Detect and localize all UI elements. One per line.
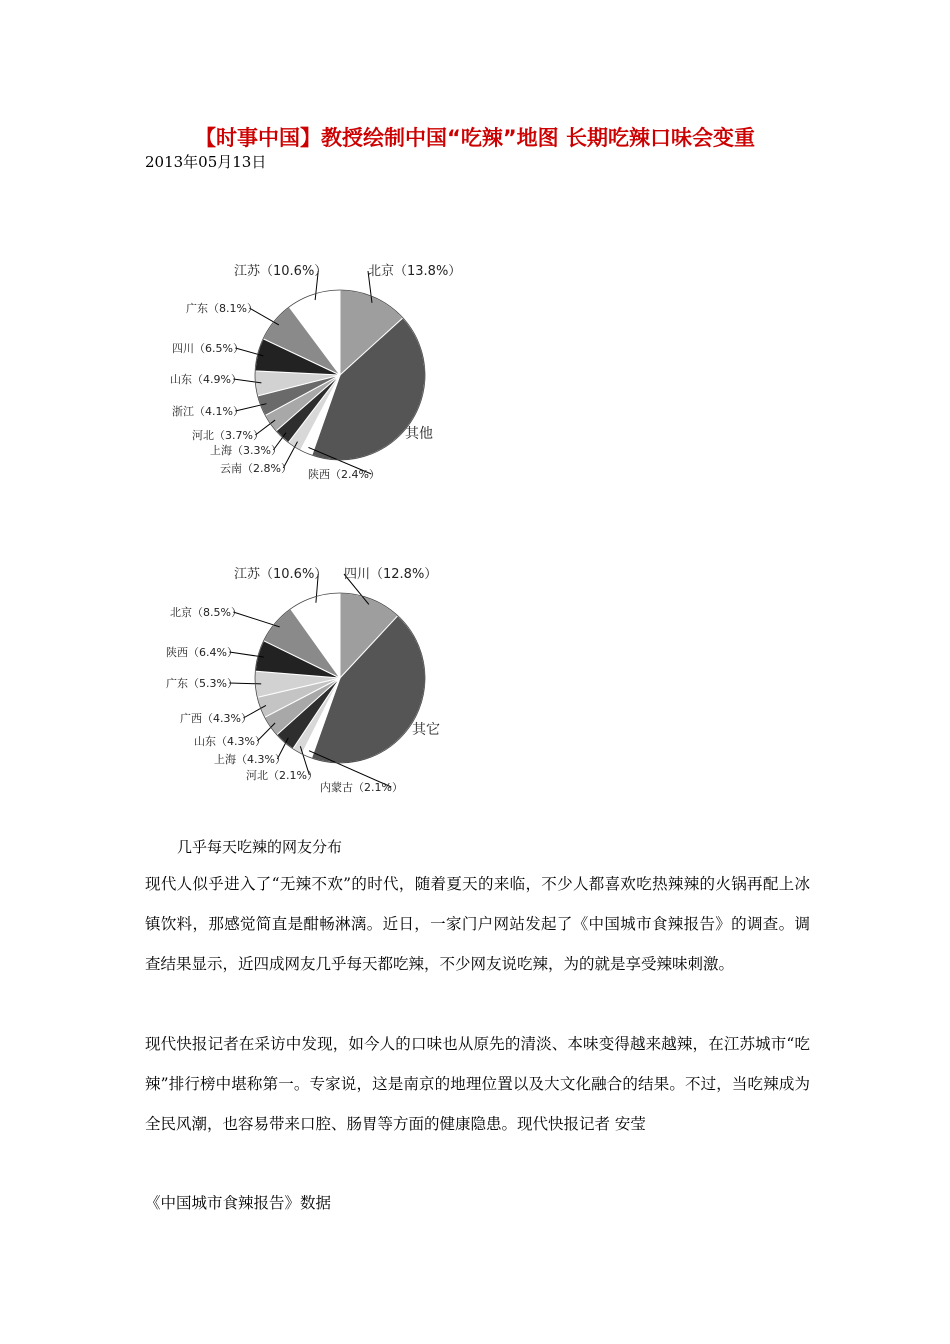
slice-label: 上海（3.3%） — [210, 444, 282, 457]
slice-label: 陕西（6.4%） — [166, 646, 238, 659]
pie-chart-1-svg — [150, 250, 490, 500]
slice-label: 四川（6.5%） — [172, 342, 244, 355]
slice-label: 北京（8.5%） — [170, 606, 242, 619]
slice-label: 云南（2.8%） — [220, 462, 292, 475]
slice-label: 北京（13.8%） — [368, 264, 462, 279]
pie-chart-2-svg — [150, 553, 490, 803]
slice-label: 广东（8.1%） — [186, 302, 258, 315]
slice-label: 其他 — [405, 426, 433, 442]
pie-chart-2 — [150, 553, 490, 803]
slice-label: 江苏（10.6%） — [234, 264, 328, 279]
report-data-heading: 《中国城市食辣报告》数据 — [145, 1194, 332, 1212]
chart-caption: 几乎每天吃辣的网友分布 — [177, 838, 343, 856]
slice-label: 河北（2.1%） — [246, 769, 318, 782]
slice-label: 上海（4.3%） — [214, 753, 286, 766]
slice-label: 浙江（4.1%） — [172, 405, 244, 418]
article-title: 【时事中国】教授绘制中国“吃辣”地图 长期吃辣口味会变重 — [195, 126, 755, 150]
slice-label: 河北（3.7%） — [192, 429, 264, 442]
slice-label: 其它 — [412, 722, 440, 738]
slice-label: 四川（12.8%） — [344, 567, 438, 582]
article-date: 2013年05月13日 — [145, 153, 267, 171]
slice-label: 江苏（10.6%） — [234, 567, 328, 582]
paragraph-1: 现代人似乎进入了“无辣不欢”的时代，随着夏天的来临，不少人都喜欢吃热辣辣的火锅再配上冰镇饮料，那感觉简直是酣畅淋漓。近日，一家门户网站发起了《中国城市食辣报告》的调查。调查结果显示，近四成网友几乎每天都吃辣，不少网友说吃辣，为的就是享受辣味刺激。 — [145, 875, 810, 973]
pie-chart-1 — [150, 250, 490, 500]
slice-label: 山东（4.3%） — [194, 735, 266, 748]
slice-label: 陕西（2.4%） — [308, 468, 380, 481]
paragraph-2: 现代快报记者在采访中发现，如今人的口味也从原先的清淡、本味变得越来越辣，在江苏城市“吃辣”排行榜中堪称第一。专家说，这是南京的地理位置以及大文化融合的结果。不过，当吃辣成为全民风潮，也容易带来口腔、肠胃等方面的健康隐患。现代快报记者 安莹 — [145, 1035, 810, 1133]
slice-label: 山东（4.9%） — [170, 373, 242, 386]
slice-label: 内蒙古（2.1%） — [320, 781, 403, 794]
slice-label: 广东（5.3%） — [166, 677, 238, 690]
slice-label: 广西（4.3%） — [180, 712, 252, 725]
